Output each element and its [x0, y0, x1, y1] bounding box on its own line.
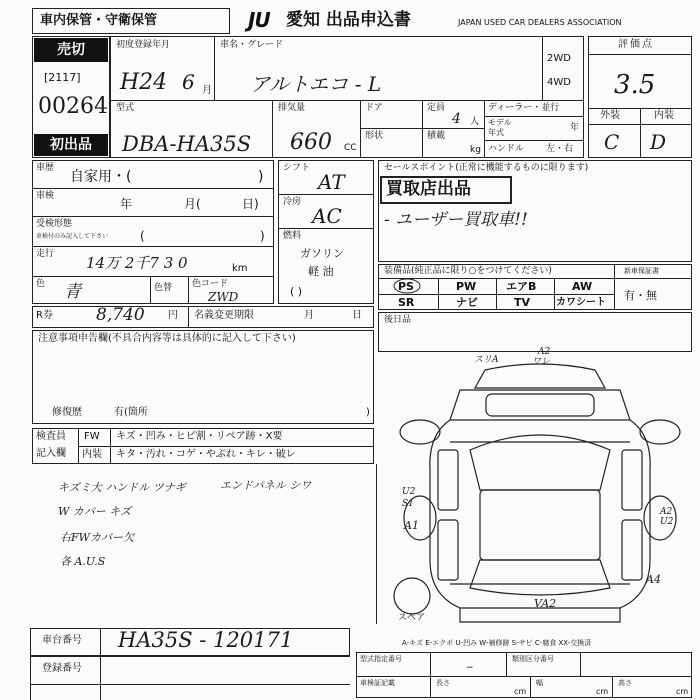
displacement-label: 排気量 [278, 103, 306, 113]
rating-label: 評価点 [618, 39, 654, 50]
handle-options: 左・右 [546, 144, 574, 154]
damage-legend: A-キズ E-エクボ U-凹み W-補修跡 S-サビ C-腐食 XX-交換済 [402, 639, 592, 647]
shift-value: AT [318, 170, 345, 194]
capacity-unit: 人 [470, 117, 480, 127]
size-label: 車検証記載 [360, 679, 395, 687]
ac-label: 冷房 [283, 197, 302, 207]
color-code-label: 色コード [192, 279, 229, 289]
doors-label: ドア [365, 103, 383, 113]
car-name-label: 車名・グレード [220, 40, 284, 50]
lot-id: [2117] [44, 71, 81, 84]
inspector-label: 検査員 [36, 431, 66, 442]
car-damage-diagram [390, 347, 690, 630]
form-title-en: JAPAN USED CAR DEALERS ASSOCIATION [458, 18, 622, 27]
color-value: 青 [64, 282, 81, 302]
interior-grade: D [650, 130, 667, 154]
fuel-label: 燃料 [283, 231, 302, 241]
fuel-gasoline: ガソリン [300, 247, 344, 260]
drive-4wd: 4WD [547, 77, 571, 88]
mark-a2-right: A2 [660, 507, 673, 517]
mark-u2-left: U2 [402, 487, 416, 497]
recycle-value: 8,740 [96, 305, 145, 325]
mileage-value: 14万 2千7 3 0 [86, 254, 188, 272]
equipment-label: 装備品(純正品に限り○をつけてください) [384, 266, 552, 276]
fw-label: FW [84, 431, 100, 442]
model-year-unit: 年 [570, 123, 580, 133]
equip-navi: ナビ [456, 296, 478, 309]
displacement-unit: CC [344, 143, 357, 153]
after-items-box [378, 312, 692, 352]
mark-s1: S1 [402, 499, 414, 509]
capacity-label: 定員 [427, 103, 446, 113]
mark-u2-right: U2 [660, 517, 674, 527]
equip-pw: PW [456, 280, 477, 293]
exterior-grade: C [604, 130, 620, 154]
equip-leather: カワシート [556, 297, 606, 308]
load-label: 積載 [427, 131, 446, 141]
ps-circle-mark [392, 277, 422, 295]
sold-label: 売切 [34, 38, 108, 62]
receipt-label: 受検形態 [36, 219, 73, 229]
height-label: 高さ [618, 679, 632, 687]
lot-number: 00264 [38, 94, 108, 119]
name-change-label: 名義変更期限 [194, 310, 254, 321]
dealer-parallel-label: ディーラー・並行 [488, 103, 560, 113]
after-items-label: 後日品 [384, 315, 412, 325]
inspection-year: 年 [120, 197, 133, 211]
registration-label: 登録番号 [42, 663, 82, 674]
repair-history-value: 有(箇所 [114, 407, 148, 418]
displacement-value: 660 [290, 130, 332, 155]
name-change-month: 月 [304, 310, 314, 321]
shift-label: シフト [283, 163, 311, 173]
fw-items: キズ・凹み・ヒビ割・リペア跡・X要 [116, 431, 283, 442]
equip-sr: SR [398, 296, 415, 309]
mark-a2-top: A2 [538, 347, 551, 357]
length-unit: cm [514, 687, 527, 696]
dealer-stamp: 買取店出品 [386, 179, 471, 199]
first-reg-month: 6 [182, 70, 195, 94]
length-label: 長さ [436, 679, 450, 687]
ac-value: AC [312, 204, 342, 228]
note-line-1b: エンドパネル シワ [220, 479, 312, 492]
storage-label: 車内保管・守衛保管 [40, 13, 158, 28]
ju-logo: JU [248, 8, 270, 32]
receipt-open: ( [140, 229, 145, 243]
height-unit: cm [676, 687, 689, 696]
recycle-unit: 円 [168, 310, 178, 321]
form-title: 愛知 出品申込書 [286, 10, 411, 30]
rating-value: 3.5 [614, 70, 656, 100]
model-label: 型式 [116, 103, 135, 113]
inspection-month: 月( [184, 197, 201, 211]
repair-history-label: 修復歴 [52, 407, 82, 418]
model-year-label2: 年式 [488, 128, 504, 137]
notes-box [32, 330, 374, 424]
equip-airbag: エアB [506, 280, 537, 293]
first-listing-label: 初出品 [34, 134, 108, 156]
first-reg-month-unit: 月 [202, 85, 212, 96]
car-name-value: アルトエコ - L [250, 72, 382, 96]
shape-label: 形状 [365, 131, 384, 141]
inspector-label2: 記入欄 [36, 448, 66, 459]
new-warranty-value: 有・無 [624, 289, 657, 302]
receipt-note: 車検付のみ記入して下さい [36, 233, 109, 240]
sales-note: - ユーザー買取車!! [384, 210, 528, 230]
recycle-label: R券 [36, 310, 53, 321]
color-label: 色 [36, 279, 46, 289]
interior-label: 内装 [654, 110, 674, 121]
mark-va2: VA2 [534, 597, 557, 610]
spare-label: スペア [398, 613, 426, 623]
mark-crack: ワレ [532, 357, 551, 367]
handle-label: ハンドル [488, 144, 525, 154]
class-number-label: 類別区分番号 [512, 655, 554, 663]
sales-point-label: セールスポイント(正常に機能するものに限ります) [384, 163, 589, 173]
note-line-4: 各 A.U.S [60, 555, 106, 568]
load-unit: kg [470, 145, 481, 155]
repair-history-close: ) [366, 407, 370, 418]
mark-a1: A1 [404, 519, 419, 532]
chassis-label: 車台番号 [42, 635, 82, 646]
new-warranty-label: 新車保証書 [624, 267, 659, 275]
spec-dash: − [466, 663, 474, 673]
mileage-unit: km [232, 263, 248, 274]
color-code-value: ZWD [208, 290, 239, 304]
first-reg-label: 初度登録年月 [116, 40, 171, 50]
interior-row-label: 内装 [82, 449, 102, 460]
interior-items: キタ・汚れ・コゲ・やぶれ・キレ・破レ [116, 449, 296, 460]
note-line-3: 右FWカバー欠 [60, 531, 134, 544]
spec-number-label: 型式指定番号 [360, 655, 402, 663]
mark-sri-a: スリA [474, 355, 499, 365]
equip-aw: AW [572, 280, 593, 293]
usage-label: 車歴 [36, 163, 55, 173]
color-change-label: 色替 [154, 283, 173, 293]
width-unit: cm [596, 687, 609, 696]
width-label: 幅 [536, 679, 543, 687]
inspection-label: 車検 [36, 191, 55, 201]
equip-ps: PS [398, 280, 414, 293]
equip-tv: TV [514, 296, 531, 309]
fuel-diesel: 軽 油 [308, 265, 334, 278]
note-line-1a: キズミ大 ハンドル ツナギ [58, 481, 186, 494]
chassis-value: HA35S - 120171 [118, 628, 294, 652]
capacity-value: 4 [452, 111, 461, 127]
inspection-day: 日) [242, 197, 259, 211]
note-line-2: W カバー キズ [58, 505, 132, 518]
mileage-label: 走行 [36, 249, 55, 259]
fuel-other: ( ) [290, 285, 303, 298]
notes-label: 注意事項申告欄(不具合内容等は具体的に記入して下さい) [38, 333, 296, 344]
model-year-label1: モデル [488, 118, 512, 127]
exterior-label: 外装 [600, 110, 620, 121]
model-value: DBA-HA35S [122, 132, 252, 156]
receipt-close: ) [260, 229, 265, 243]
drive-2wd: 2WD [547, 53, 571, 64]
usage-close: ) [258, 169, 264, 185]
first-reg-year: H24 [120, 70, 168, 95]
usage-value: 自家用・( [70, 169, 132, 185]
name-change-day: 日 [352, 310, 362, 321]
mark-a4: A4 [646, 573, 661, 586]
